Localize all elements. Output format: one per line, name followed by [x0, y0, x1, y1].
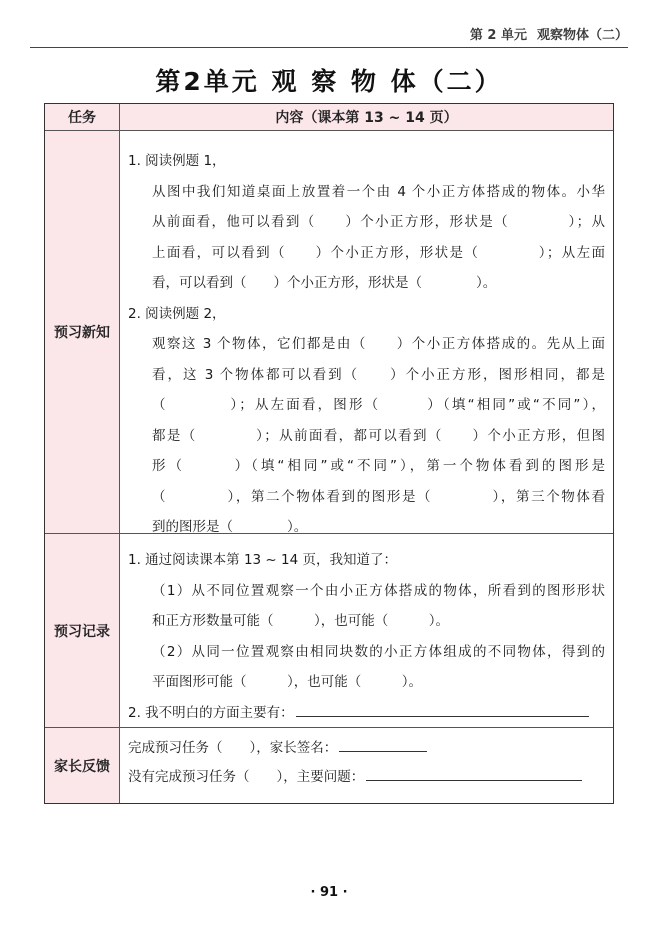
unclear-prompt: 2. 我不明白的方面主要有：: [128, 704, 294, 721]
header-task-cell: 任务: [45, 104, 120, 130]
preview-line: 到的图形是（ ）。: [152, 519, 308, 535]
preview-table: [44, 103, 614, 804]
parent-content-cell: [120, 728, 613, 803]
table-header-row: [45, 104, 613, 131]
table-row-parent: [45, 728, 613, 803]
preview-line: 观察这 3 个物体，它们都是由（ ）个小正方体搭成的。先从上面: [152, 336, 605, 352]
record-line: （1）从不同位置观察一个由小正方体搭成的物体，所看到的图形形状: [152, 582, 605, 599]
row-label-preview: 预习新知: [45, 131, 120, 533]
parent-signature-blank[interactable]: [339, 735, 427, 752]
parent-problem-blank[interactable]: [366, 764, 582, 781]
parent-completed-text: 完成预习任务（ ），家长签名：: [128, 740, 338, 756]
preview-line: 1. 阅读例题 1，: [128, 153, 226, 169]
page-number: · 91 ·: [310, 885, 348, 900]
running-header-unit: 第 2 单元: [469, 28, 527, 43]
record-line: （2）从同一位置观察由相同块数的小正方体组成的不同物体，得到的: [152, 643, 605, 660]
running-header: [30, 24, 628, 43]
record-line: 平面图形可能（ ），也可能（ ）。: [152, 674, 422, 690]
record-line: 1. 通过阅读课本第 13 ~ 14 页，我知道了：: [128, 552, 398, 568]
record-line: 和正方形数量可能（ ），也可能（ ）。: [152, 613, 449, 629]
page-title: 第2单元 观 察 物 体（二）: [155, 67, 503, 96]
preview-line: 都是（ ）；从前面看，都可以看到（ ）个小正方形，但图: [152, 427, 605, 444]
parent-incomplete-text: 没有完成预习任务（ ），主要问题：: [128, 769, 365, 785]
table-row-record: [45, 534, 613, 728]
preview-line: （ ），第二个物体看到的图形是（ ），第三个物体看: [152, 488, 605, 505]
preview-line: 形（ ）（填“相同”或“不同”），第一个物体看到的图形是: [152, 458, 605, 474]
record-content-cell: [120, 534, 613, 727]
header-content-cell: 内容（课本第 13 ~ 14 页）: [120, 104, 613, 130]
preview-content: [128, 146, 605, 543]
preview-line: 从前面看，他可以看到（ ）个小正方形，形状是（ ）；从: [152, 214, 605, 230]
parent-content: [128, 734, 605, 792]
preview-line: 看，这 3 个物体都可以看到（ ）个小正方形，图形相同，都是: [152, 366, 605, 383]
row-label-record: 预习记录: [45, 534, 120, 727]
header-rule: [30, 47, 628, 48]
preview-line: 从图中我们知道桌面上放置着一个由 4 个小正方体搭成的物体。小华: [152, 183, 605, 200]
table-row-preview: [45, 131, 613, 534]
running-header-topic: 观察物体（二）: [536, 28, 628, 43]
preview-line: 上面看，可以看到（ ）个小正方形，形状是（ ）；从左面: [152, 244, 605, 261]
preview-content-cell: [120, 131, 613, 533]
unclear-answer-blank[interactable]: [296, 700, 589, 717]
parent-incomplete-line: [128, 763, 605, 792]
unclear-line: [128, 698, 605, 729]
parent-completed-line: [128, 734, 605, 763]
preview-line: （ ）；从左面看，图形（ ）（填“相同”或“不同”），: [152, 397, 605, 413]
record-content: [128, 545, 605, 728]
preview-line: 看，可以看到（ ）个小正方形，形状是（ ）。: [152, 275, 497, 291]
row-label-parent: 家长反馈: [45, 728, 120, 803]
preview-line: 2. 阅读例题 2，: [128, 305, 226, 322]
